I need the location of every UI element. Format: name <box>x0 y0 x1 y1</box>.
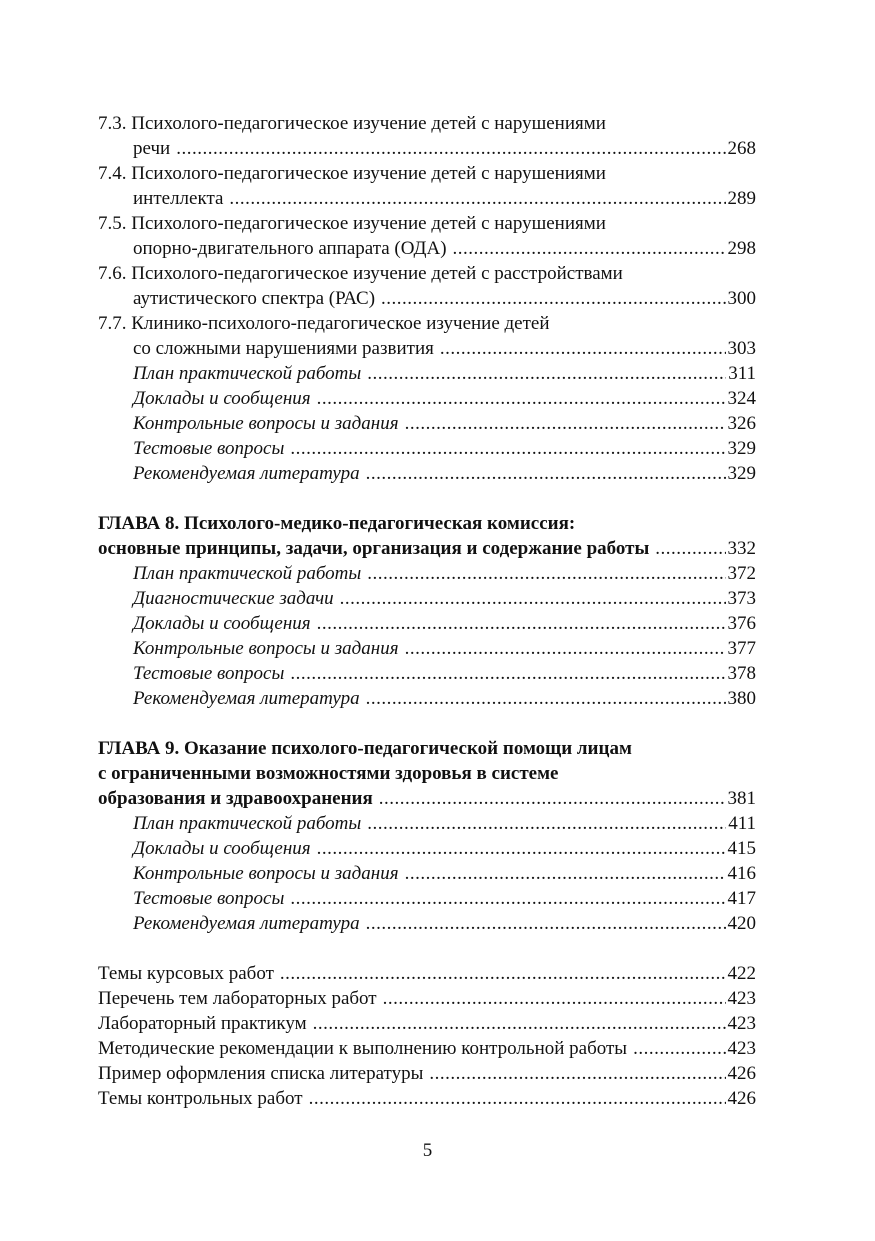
entry-title: План практической работы <box>133 813 362 834</box>
dot-leader <box>405 636 726 661</box>
entry-title: Тестовые вопросы <box>133 888 285 909</box>
entry-title: Диагностические задачи <box>133 588 334 609</box>
entry-title: Тестовые вопросы <box>133 663 285 684</box>
toc-entry[interactable] <box>98 986 756 1011</box>
page-ref: 289 <box>727 188 756 209</box>
toc-sub-entry[interactable] <box>98 636 756 661</box>
toc-sub-entry[interactable] <box>98 886 756 911</box>
entry-title: со сложными нарушениями развития <box>133 338 434 359</box>
toc-sub-entry[interactable] <box>98 686 756 711</box>
dot-leader <box>453 236 726 261</box>
toc-sub-entry[interactable] <box>98 411 756 436</box>
page-ref: 422 <box>727 963 756 984</box>
toc-sub-entry[interactable] <box>98 361 756 386</box>
dot-leader <box>383 986 726 1011</box>
toc-sub-entry[interactable] <box>98 611 756 636</box>
toc-sub-entry[interactable] <box>98 386 756 411</box>
toc-sub-entry[interactable] <box>98 911 756 936</box>
dot-leader <box>313 1011 726 1036</box>
toc-chapter-8[interactable] <box>98 511 756 561</box>
entry-title: Контрольные вопросы и задания <box>133 863 399 884</box>
toc-sub-entry[interactable] <box>98 586 756 611</box>
chapter-title: образования и здравоохранения <box>98 788 373 809</box>
page-ref: 416 <box>727 863 756 884</box>
dot-leader <box>317 611 726 636</box>
page-ref: 380 <box>727 688 756 709</box>
chapter-heading: ГЛАВА 8. Психолого-медико-педагогическая комиссия: <box>98 513 576 534</box>
page-ref: 420 <box>727 913 756 934</box>
entry-title: Доклады и сообщения <box>133 838 311 859</box>
dot-leader <box>381 286 725 311</box>
dot-leader <box>309 1086 726 1111</box>
entry-title: Методические рекомендации к выполнению контрольной работы <box>98 1038 628 1059</box>
entry-title: План практической работы <box>133 363 362 384</box>
toc-entry[interactable] <box>98 1036 756 1061</box>
entry-heading: 7.6. Психолого-педагогическое изучение детей с расстройствами <box>98 263 623 284</box>
dot-leader <box>367 811 726 836</box>
entry-title: План практической работы <box>133 563 362 584</box>
dot-leader <box>280 961 726 986</box>
entry-title: Контрольные вопросы и задания <box>133 638 399 659</box>
page-ref: 311 <box>728 363 756 384</box>
dot-leader <box>317 386 726 411</box>
toc-entry[interactable] <box>98 1061 756 1086</box>
dot-leader <box>366 911 726 936</box>
page-ref: 326 <box>727 413 756 434</box>
toc-sub-entry[interactable] <box>98 461 756 486</box>
page-ref: 372 <box>727 563 756 584</box>
dot-leader <box>655 536 725 561</box>
toc-entry-7-7[interactable] <box>98 311 756 361</box>
entry-title: интеллекта <box>133 188 224 209</box>
entry-heading: 7.7. Клинико-психолого-педагогическое изучение детей <box>98 313 550 334</box>
page-ref: 423 <box>727 1013 756 1034</box>
section-gap <box>98 486 756 511</box>
entry-heading: 7.4. Психолого-педагогическое изучение детей с нарушениями <box>98 163 606 184</box>
page-number: 5 <box>422 1140 433 1161</box>
entry-title: Пример оформления списка литературы <box>98 1063 424 1084</box>
page-ref: 423 <box>727 1038 756 1059</box>
dot-leader <box>317 836 726 861</box>
entry-heading: 7.3. Психолого-педагогическое изучение детей с нарушениями <box>98 113 606 134</box>
page-ref: 329 <box>727 438 756 459</box>
dot-leader <box>440 336 726 361</box>
entry-title: аутистического спектра (РАС) <box>133 288 376 309</box>
toc-sub-entry[interactable] <box>98 811 756 836</box>
page-ref: 415 <box>727 838 756 859</box>
page-ref: 268 <box>727 138 756 159</box>
entry-title: Доклады и сообщения <box>133 388 311 409</box>
toc-sub-entry[interactable] <box>98 836 756 861</box>
toc-entry[interactable] <box>98 961 756 986</box>
page-ref: 423 <box>727 988 756 1009</box>
toc-entry-7-3[interactable] <box>98 111 756 161</box>
dot-leader <box>229 186 725 211</box>
entry-title: Рекомендуемая литература <box>133 913 360 934</box>
dot-leader <box>290 661 725 686</box>
toc-entry-7-4[interactable] <box>98 161 756 211</box>
page-ref: 381 <box>727 788 756 809</box>
entry-title: Лабораторный практикум <box>98 1013 307 1034</box>
entry-title: Контрольные вопросы и задания <box>133 413 399 434</box>
dot-leader <box>429 1061 725 1086</box>
dot-leader <box>405 411 726 436</box>
chapter-heading: с ограниченными возможностями здоровья в системе <box>98 763 559 784</box>
entry-title: Темы курсовых работ <box>98 963 274 984</box>
chapter-heading: ГЛАВА 9. Оказание психолого-педагогической помощи лицам <box>98 738 632 759</box>
entry-title: Рекомендуемая литература <box>133 688 360 709</box>
entry-title: опорно-двигательного аппарата (ОДА) <box>133 238 447 259</box>
entry-title: Перечень тем лабораторных работ <box>98 988 377 1009</box>
entry-title: Доклады и сообщения <box>133 613 311 634</box>
page-ref: 417 <box>727 888 756 909</box>
section-gap <box>98 936 756 961</box>
toc-sub-entry[interactable] <box>98 436 756 461</box>
dot-leader <box>379 786 726 811</box>
page-ref: 426 <box>727 1088 756 1109</box>
chapter-title: основные принципы, задачи, организация и содержание работы <box>98 538 650 559</box>
page-ref: 303 <box>727 338 756 359</box>
dot-leader <box>290 886 725 911</box>
dot-leader <box>366 686 726 711</box>
page-ref: 376 <box>727 613 756 634</box>
dot-leader <box>405 861 726 886</box>
dot-leader <box>633 1036 725 1061</box>
dot-leader <box>290 436 725 461</box>
toc-entry-7-5[interactable] <box>98 211 756 261</box>
page-ref: 298 <box>727 238 756 259</box>
page-ref: 300 <box>727 288 756 309</box>
page-ref: 426 <box>727 1063 756 1084</box>
page-ref: 378 <box>727 663 756 684</box>
entry-title: речи <box>133 138 171 159</box>
page-ref: 329 <box>727 463 756 484</box>
toc-sub-entry[interactable] <box>98 561 756 586</box>
page-ref: 332 <box>727 538 756 559</box>
toc-entry-7-6[interactable] <box>98 261 756 311</box>
toc-entry[interactable] <box>98 1011 756 1036</box>
toc-sub-entry[interactable] <box>98 861 756 886</box>
dot-leader <box>176 136 725 161</box>
page-ref: 373 <box>727 588 756 609</box>
entry-title: Тестовые вопросы <box>133 438 285 459</box>
page-ref: 377 <box>727 638 756 659</box>
page-ref: 411 <box>728 813 756 834</box>
entry-heading: 7.5. Психолого-педагогическое изучение детей с нарушениями <box>98 213 606 234</box>
dot-leader <box>340 586 726 611</box>
entry-title: Рекомендуемая литература <box>133 463 360 484</box>
toc-chapter-9[interactable] <box>98 736 756 811</box>
table-of-contents <box>98 111 756 1111</box>
dot-leader <box>366 461 726 486</box>
toc-entry[interactable] <box>98 1086 756 1111</box>
dot-leader <box>367 561 725 586</box>
toc-sub-entry[interactable] <box>98 661 756 686</box>
section-gap <box>98 711 756 736</box>
page-ref: 324 <box>727 388 756 409</box>
entry-title: Темы контрольных работ <box>98 1088 303 1109</box>
dot-leader <box>367 361 726 386</box>
